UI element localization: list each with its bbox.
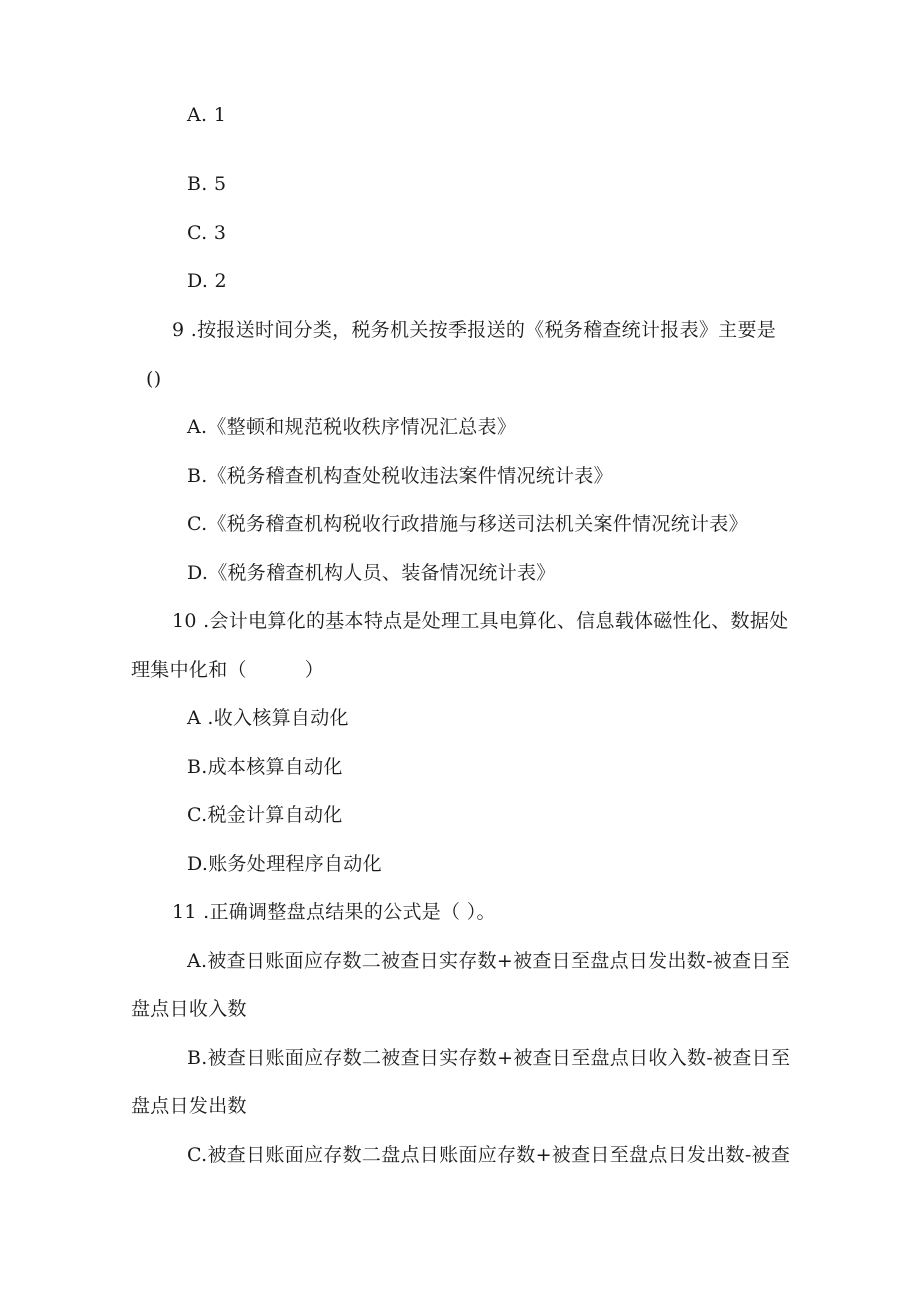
- q9-stem-line2: (): [146, 368, 162, 390]
- q10-stem-line2: 理集中化和（ ）: [131, 659, 325, 681]
- q9-option-c: C.《税务稽查机构税收行政措施与移送司法机关案件情况统计表》: [187, 513, 748, 535]
- q8-option-a: A. 1: [187, 104, 227, 126]
- q10-option-b: B.成本核算自动化: [187, 756, 343, 778]
- q8-option-c: C. 3: [187, 222, 227, 244]
- q9-option-d: D.《税务稽查机构人员、装备情况统计表》: [187, 562, 556, 584]
- q11-option-c-line1: C.被查日账面应存数二盘点日账面应存数+被查日至盘点日发出数-被查: [187, 1144, 791, 1166]
- q9-option-b: B.《税务稽查机构查处税收违法案件情况统计表》: [187, 465, 613, 487]
- q11-option-a-line2: 盘点日收入数: [131, 998, 247, 1020]
- q11-option-b-line1: B.被查日账面应存数二被查日实存数+被查日至盘点日收入数-被查日至: [187, 1047, 791, 1069]
- q10-option-c: C.税金计算自动化: [187, 804, 343, 826]
- q11-stem: 11 .正确调整盘点结果的公式是（ ）。: [172, 901, 496, 923]
- q11-option-a-line1: A.被查日账面应存数二被查日实存数+被查日至盘点日发出数-被查日至: [187, 950, 791, 972]
- q10-option-d: D.账务处理程序自动化: [187, 853, 382, 875]
- q8-option-d: D. 2: [187, 270, 227, 292]
- q8-option-b: B. 5: [187, 173, 227, 195]
- q10-stem-line1: 10 .会计电算化的基本特点是处理工具电算化、信息载体磁性化、数据处: [172, 610, 789, 632]
- q9-option-a: A.《整顿和规范税收秩序情况汇总表》: [187, 416, 517, 438]
- q9-stem-line1: 9 .按报送时间分类，税务机关按季报送的《税务稽查统计报表》主要是: [172, 319, 777, 341]
- q10-option-a: A .收入核算自动化: [187, 707, 349, 729]
- q11-option-b-line2: 盘点日发出数: [131, 1095, 247, 1117]
